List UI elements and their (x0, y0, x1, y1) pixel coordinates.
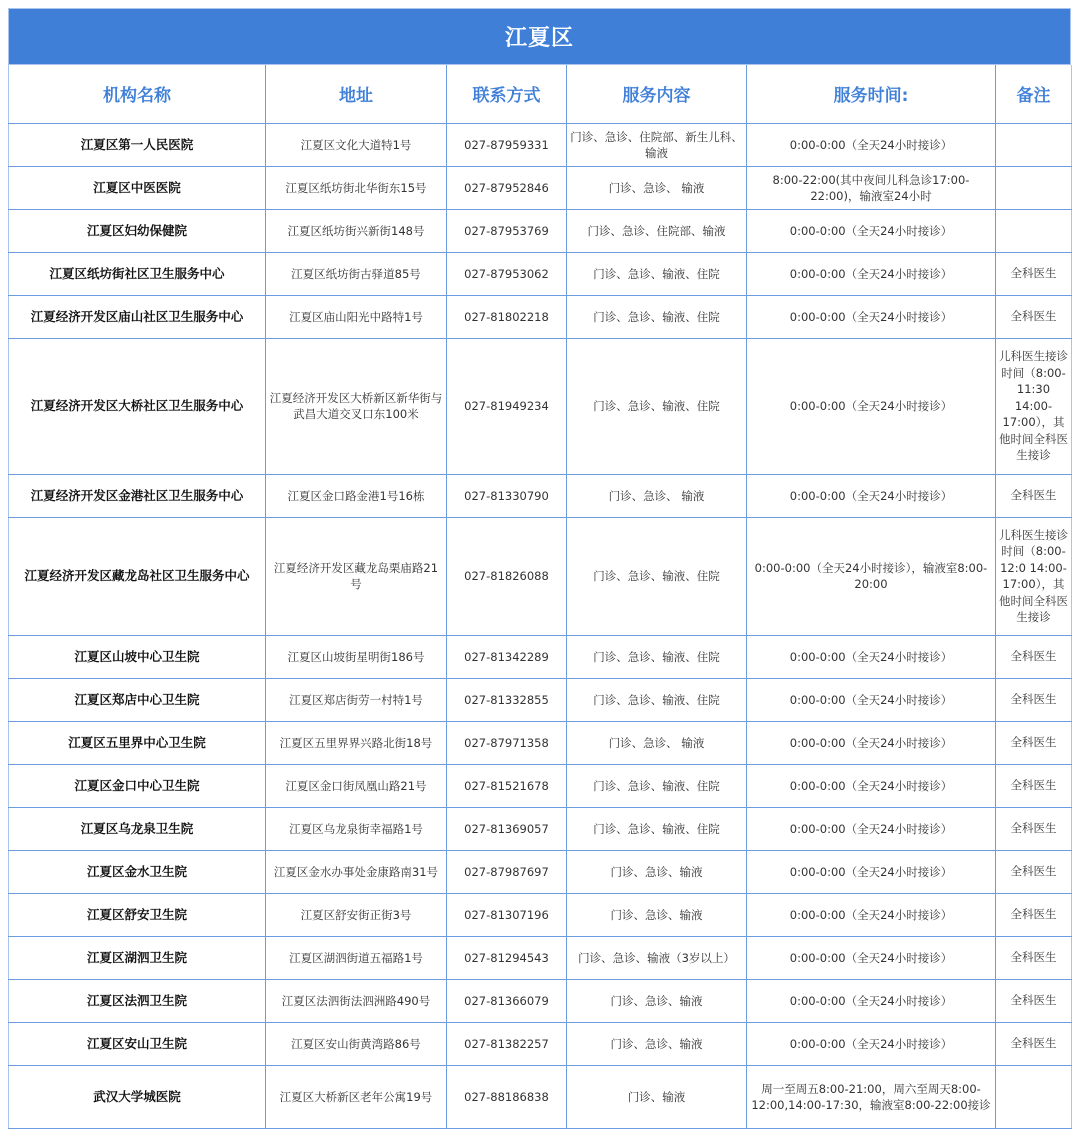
cell-phone: 027-81382257 (447, 1022, 567, 1065)
cell-hours: 0:00-0:00（全天24小时接诊） (747, 252, 996, 295)
cell-phone: 027-81369057 (447, 807, 567, 850)
cell-phone: 027-81342289 (447, 635, 567, 678)
cell-phone: 027-81949234 (447, 338, 567, 474)
cell-name: 江夏区安山卫生院 (9, 1022, 266, 1065)
cell-name: 江夏区中医医院 (9, 166, 266, 209)
cell-hours: 0:00-0:00（全天24小时接诊） (747, 123, 996, 166)
cell-address: 江夏区庙山阳光中路特1号 (266, 295, 447, 338)
cell-services: 门诊、急诊、输液 (567, 1022, 747, 1065)
cell-note (996, 209, 1072, 252)
cell-hours: 0:00-0:00（全天24小时接诊） (747, 979, 996, 1022)
cell-phone: 027-81330790 (447, 474, 567, 517)
cell-name: 江夏区乌龙泉卫生院 (9, 807, 266, 850)
cell-phone: 027-87971358 (447, 721, 567, 764)
cell-hours: 0:00-0:00（全天24小时接诊） (747, 936, 996, 979)
cell-name: 江夏区妇幼保健院 (9, 209, 266, 252)
cell-address: 江夏区金口街凤凰山路21号 (266, 764, 447, 807)
cell-services: 门诊、急诊、输液（3岁以上） (567, 936, 747, 979)
header-hours: 服务时间: (747, 65, 996, 123)
header-name: 机构名称 (9, 65, 266, 123)
cell-name: 江夏区金口中心卫生院 (9, 764, 266, 807)
cell-services: 门诊、输液 (567, 1065, 747, 1128)
cell-services: 门诊、急诊、输液、住院 (567, 635, 747, 678)
cell-address: 江夏区五里界界兴路北街18号 (266, 721, 447, 764)
table-row (9, 678, 1072, 721)
header-row (9, 65, 1072, 123)
cell-note: 全科医生 (996, 635, 1072, 678)
cell-services: 门诊、急诊、输液 (567, 850, 747, 893)
table-row (9, 764, 1072, 807)
cell-address: 江夏区文化大道特1号 (266, 123, 447, 166)
cell-services: 门诊、急诊、输液、住院 (567, 764, 747, 807)
cell-note: 全科医生 (996, 979, 1072, 1022)
table-row (9, 979, 1072, 1022)
cell-services: 门诊、急诊、 输液 (567, 721, 747, 764)
cell-address: 江夏区金口路金港1号16栋 (266, 474, 447, 517)
cell-address: 江夏区纸坊街北华街东15号 (266, 166, 447, 209)
cell-services: 门诊、急诊、输液、住院 (567, 338, 747, 474)
cell-services: 门诊、急诊、输液、住院 (567, 678, 747, 721)
cell-name: 江夏经济开发区庙山社区卫生服务中心 (9, 295, 266, 338)
cell-note: 全科医生 (996, 721, 1072, 764)
cell-hours: 0:00-0:00（全天24小时接诊） (747, 721, 996, 764)
cell-address: 江夏区大桥新区老年公寓19号 (266, 1065, 447, 1128)
cell-phone: 027-87953769 (447, 209, 567, 252)
facility-table (8, 65, 1072, 1129)
cell-note: 全科医生 (996, 764, 1072, 807)
cell-address: 江夏区乌龙泉街幸福路1号 (266, 807, 447, 850)
cell-hours: 0:00-0:00（全天24小时接诊） (747, 209, 996, 252)
cell-services: 门诊、急诊、 输液 (567, 474, 747, 517)
cell-note (996, 166, 1072, 209)
cell-phone: 027-81802218 (447, 295, 567, 338)
cell-name: 江夏区法泗卫生院 (9, 979, 266, 1022)
cell-name: 江夏区金水卫生院 (9, 850, 266, 893)
cell-phone: 027-81366079 (447, 979, 567, 1022)
cell-name: 江夏区舒安卫生院 (9, 893, 266, 936)
table-row (9, 807, 1072, 850)
cell-hours: 0:00-0:00（全天24小时接诊） (747, 635, 996, 678)
header-address: 地址 (266, 65, 447, 123)
cell-note: 全科医生 (996, 850, 1072, 893)
cell-note (996, 1065, 1072, 1128)
cell-phone: 027-81307196 (447, 893, 567, 936)
cell-note: 儿科医生接诊时间（8:00-11:30 14:00-17:00），其他时间全科医生接诊 (996, 338, 1072, 474)
cell-name: 江夏区湖泗卫生院 (9, 936, 266, 979)
cell-note: 全科医生 (996, 807, 1072, 850)
cell-services: 门诊、急诊、输液、住院 (567, 517, 747, 635)
cell-services: 门诊、急诊、输液、住院 (567, 807, 747, 850)
table-row (9, 123, 1072, 166)
cell-phone: 027-81521678 (447, 764, 567, 807)
facility-table-container (8, 8, 1071, 1129)
cell-hours: 0:00-0:00（全天24小时接诊） (747, 764, 996, 807)
cell-name: 江夏区第一人民医院 (9, 123, 266, 166)
cell-note: 全科医生 (996, 678, 1072, 721)
cell-name: 江夏区郑店中心卫生院 (9, 678, 266, 721)
cell-address: 江夏区纸坊街兴新街148号 (266, 209, 447, 252)
cell-note: 全科医生 (996, 474, 1072, 517)
table-row (9, 635, 1072, 678)
cell-address: 江夏区金水办事处金康路南31号 (266, 850, 447, 893)
table-body (9, 123, 1072, 1128)
cell-phone: 027-87987697 (447, 850, 567, 893)
cell-phone: 027-87953062 (447, 252, 567, 295)
cell-hours: 0:00-0:00（全天24小时接诊） (747, 893, 996, 936)
cell-hours: 周一至周五8:00-21:00，周六至周天8:00-12:00,14:00-17:30，输液室8:00-22:00接诊 (747, 1065, 996, 1128)
cell-name: 江夏区五里界中心卫生院 (9, 721, 266, 764)
cell-note: 全科医生 (996, 252, 1072, 295)
table-row (9, 850, 1072, 893)
cell-address: 江夏经济开发区大桥新区新华街与武昌大道交叉口东100米 (266, 338, 447, 474)
cell-name: 武汉大学城医院 (9, 1065, 266, 1128)
cell-address: 江夏区法泗街法泗洲路490号 (266, 979, 447, 1022)
cell-hours: 0:00-0:00（全天24小时接诊） (747, 678, 996, 721)
cell-hours: 0:00-0:00（全天24小时接诊） (747, 474, 996, 517)
cell-phone: 027-81332855 (447, 678, 567, 721)
cell-phone: 027-81826088 (447, 517, 567, 635)
cell-note: 全科医生 (996, 1022, 1072, 1065)
table-row (9, 1065, 1072, 1128)
cell-note: 全科医生 (996, 295, 1072, 338)
table-row (9, 252, 1072, 295)
cell-services: 门诊、急诊、住院部、新生儿科、输液 (567, 123, 747, 166)
cell-note: 全科医生 (996, 893, 1072, 936)
cell-services: 门诊、急诊、住院部、输液 (567, 209, 747, 252)
cell-address: 江夏区舒安街正街3号 (266, 893, 447, 936)
cell-services: 门诊、急诊、输液、住院 (567, 295, 747, 338)
header-note: 备注 (996, 65, 1072, 123)
cell-address: 江夏区纸坊街古驿道85号 (266, 252, 447, 295)
cell-name: 江夏区山坡中心卫生院 (9, 635, 266, 678)
table-row (9, 166, 1072, 209)
cell-name: 江夏经济开发区藏龙岛社区卫生服务中心 (9, 517, 266, 635)
cell-services: 门诊、急诊、输液 (567, 979, 747, 1022)
cell-hours: 0:00-0:00（全天24小时接诊） (747, 850, 996, 893)
cell-address: 江夏区安山街黄湾路86号 (266, 1022, 447, 1065)
table-row (9, 474, 1072, 517)
table-row (9, 893, 1072, 936)
cell-phone: 027-87959331 (447, 123, 567, 166)
cell-phone: 027-81294543 (447, 936, 567, 979)
cell-hours: 0:00-0:00（全天24小时接诊） (747, 338, 996, 474)
table-row (9, 721, 1072, 764)
cell-services: 门诊、急诊、输液 (567, 893, 747, 936)
table-row (9, 295, 1072, 338)
cell-address: 江夏区湖泗街道五福路1号 (266, 936, 447, 979)
table-row (9, 1022, 1072, 1065)
cell-hours: 0:00-0:00（全天24小时接诊） (747, 295, 996, 338)
cell-services: 门诊、急诊、 输液 (567, 166, 747, 209)
cell-address: 江夏区郑店街劳一村特1号 (266, 678, 447, 721)
cell-phone: 027-87952846 (447, 166, 567, 209)
table-row (9, 936, 1072, 979)
cell-address: 江夏经济开发区藏龙岛栗庙路21号 (266, 517, 447, 635)
cell-services: 门诊、急诊、输液、住院 (567, 252, 747, 295)
cell-note (996, 123, 1072, 166)
cell-hours: 8:00-22:00(其中夜间儿科急诊17:00-22:00)，输液室24小时 (747, 166, 996, 209)
table-row (9, 517, 1072, 635)
header-phone: 联系方式 (447, 65, 567, 123)
cell-hours: 0:00-0:00（全天24小时接诊） (747, 807, 996, 850)
table-row (9, 209, 1072, 252)
cell-name: 江夏经济开发区大桥社区卫生服务中心 (9, 338, 266, 474)
cell-note: 儿科医生接诊时间（8:00-12:0 14:00-17:00），其他时间全科医生接诊 (996, 517, 1072, 635)
district-title: 江夏区 (8, 8, 1071, 65)
cell-address: 江夏区山坡街星明街186号 (266, 635, 447, 678)
cell-hours: 0:00-0:00（全天24小时接诊） (747, 1022, 996, 1065)
cell-name: 江夏区纸坊街社区卫生服务中心 (9, 252, 266, 295)
header-services: 服务内容 (567, 65, 747, 123)
table-row (9, 338, 1072, 474)
cell-hours: 0:00-0:00（全天24小时接诊），输液室8:00-20:00 (747, 517, 996, 635)
cell-name: 江夏经济开发区金港社区卫生服务中心 (9, 474, 266, 517)
cell-note: 全科医生 (996, 936, 1072, 979)
cell-phone: 027-88186838 (447, 1065, 567, 1128)
